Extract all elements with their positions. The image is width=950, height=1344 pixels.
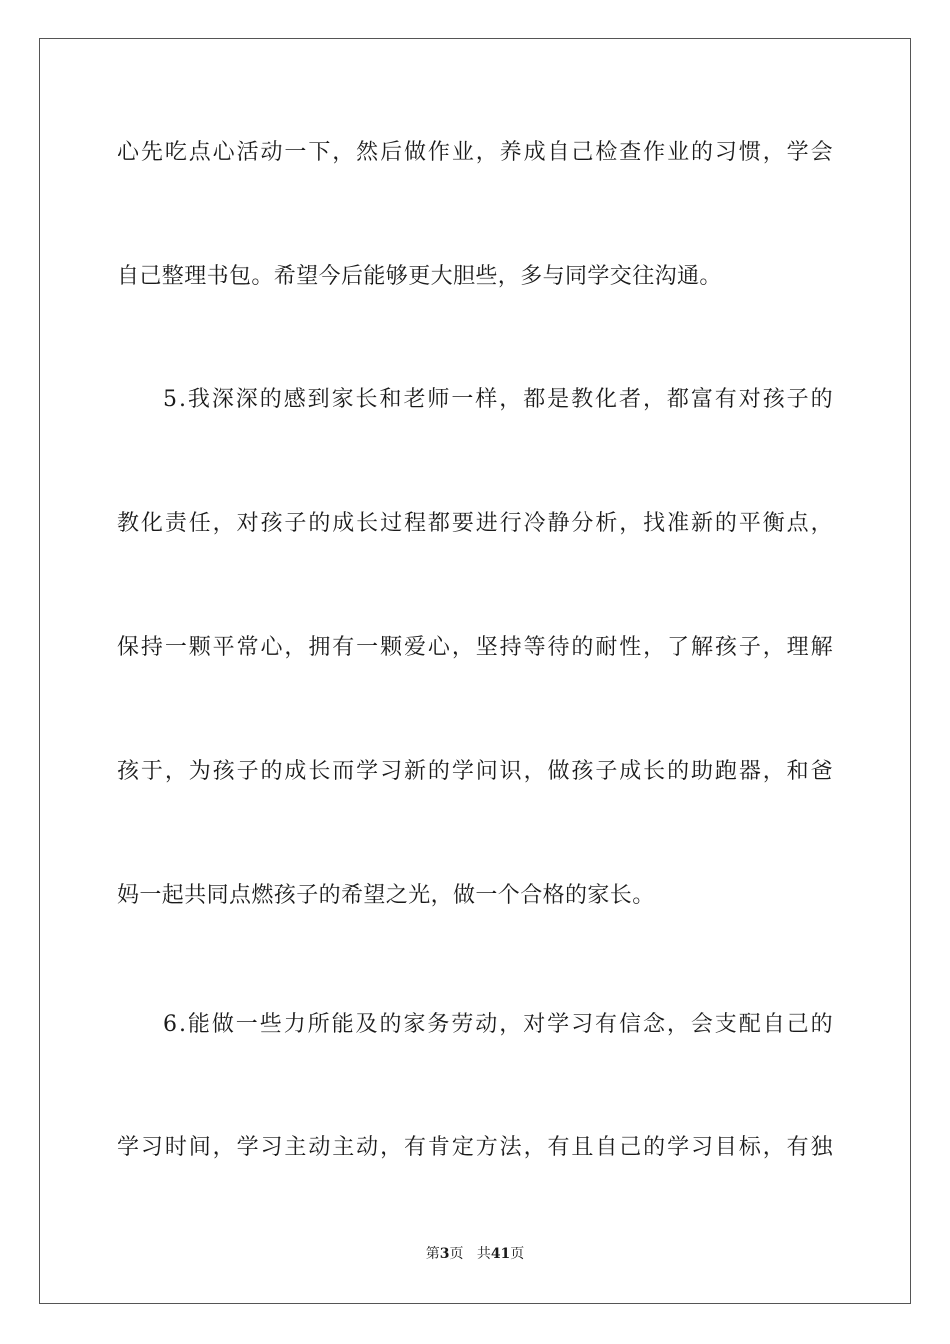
body-text-line-5: 保持一颗平常心，拥有一颗爱心，坚持等待的耐性，了解孩子，理解 (117, 635, 835, 660)
body-text-line-2: 自己整理书包。希望今后能够更大胆些，多与同学交往沟通。 (117, 264, 722, 289)
footer-total-suffix: 页 (510, 1246, 525, 1262)
footer-total-prefix: 共 (476, 1246, 491, 1262)
body-text-line-6: 孩于，为孩子的成长而学习新的学问识，做孩子成长的助跑器，和爸 (117, 759, 835, 784)
body-text-line-3: 5.我深深的感到家长和老师一样，都是教化者，都富有对孩子的 (163, 387, 835, 412)
footer-total-pages: 41 (490, 1246, 511, 1262)
body-text-line-1: 心先吃点心活动一下，然后做作业，养成自己检查作业的习惯，学会 (117, 140, 835, 165)
footer-page-suffix: 页 (449, 1246, 464, 1262)
footer-page-prefix: 第 (425, 1246, 440, 1262)
body-text-line-7: 妈一起共同点燃孩子的希望之光，做一个合格的家长。 (117, 883, 655, 908)
body-text-line-8: 6.能做一些力所能及的家务劳动，对学习有信念，会支配自己的 (163, 1012, 835, 1037)
body-text-line-9: 学习时间，学习主动主动，有肯定方法，有且自己的学习目标，有独 (117, 1135, 835, 1160)
page-border (39, 38, 911, 1304)
page-footer (0, 1245, 950, 1263)
body-text-line-4: 教化责任，对孩子的成长过程都要进行冷静分析，找准新的平衡点， (117, 511, 835, 536)
footer-page-number: 3 (439, 1246, 450, 1262)
